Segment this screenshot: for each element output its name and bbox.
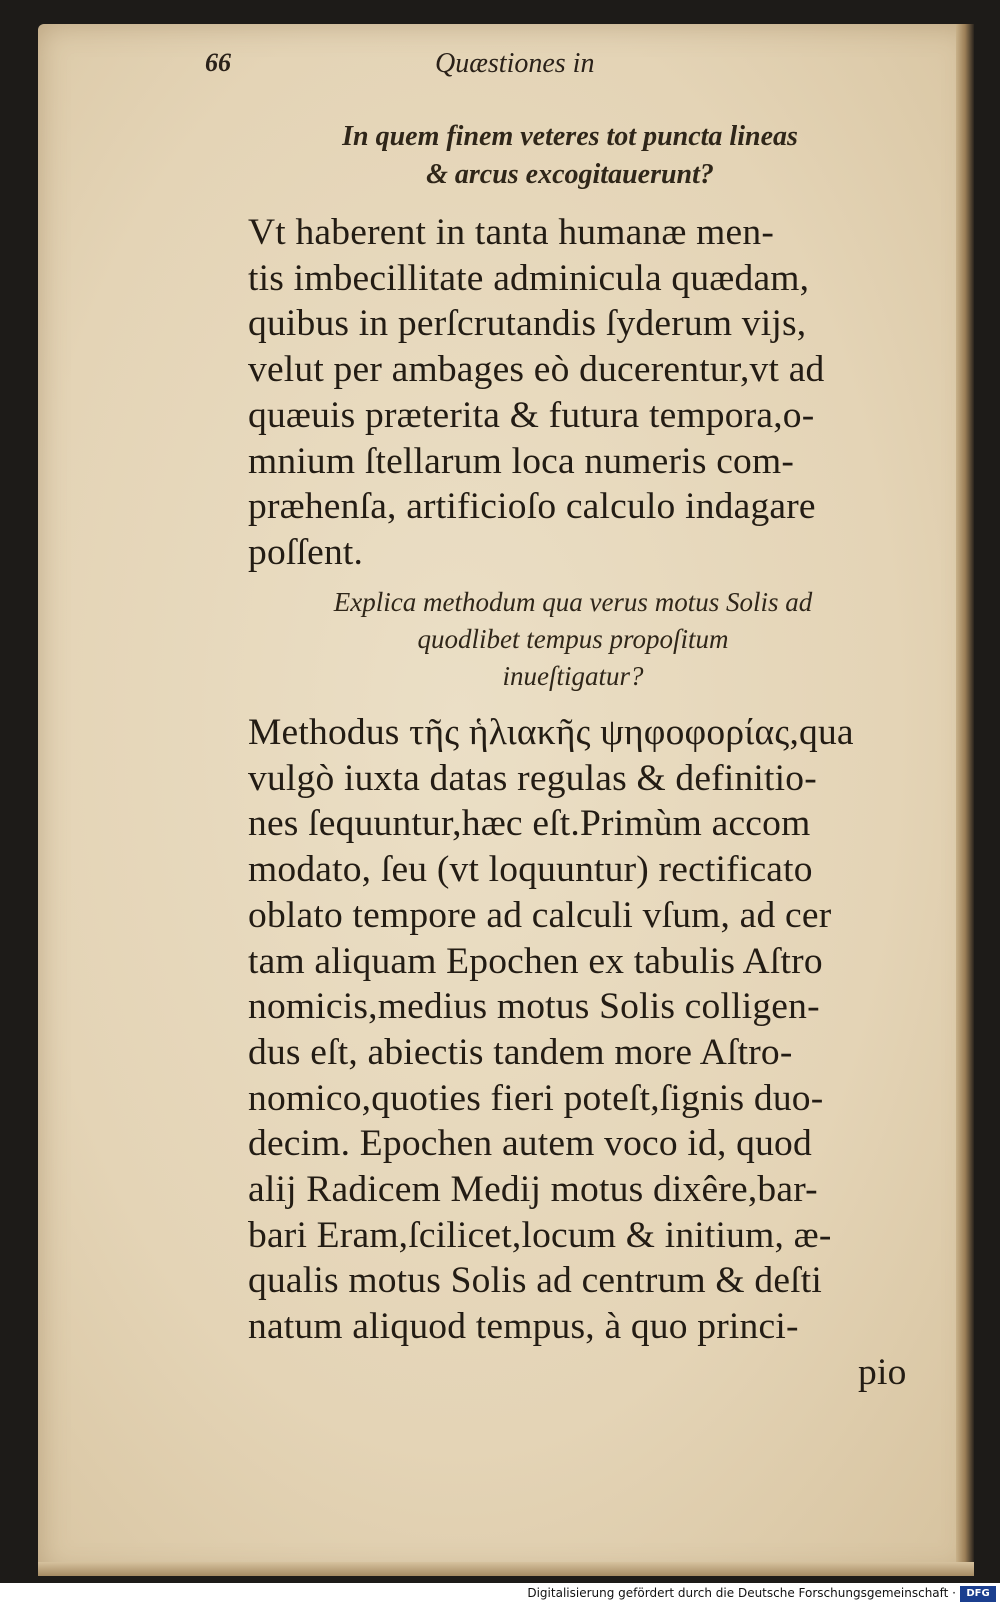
answer-paragraph-1 — [248, 210, 928, 576]
text-line: bari Eram,ſcilicet,locum & initium, æ- — [248, 1214, 832, 1256]
text-line: tis imbecillitate adminicula quædam, — [248, 257, 810, 299]
text-line: alij Radicem Medij motus dixêre,bar- — [248, 1169, 818, 1211]
answer-paragraph-2 — [248, 710, 928, 1396]
question-heading-2 — [248, 584, 898, 695]
question-heading-1 — [270, 118, 870, 194]
page-number: 66 — [205, 48, 231, 77]
text-line: mnium ſtellarum loca numeris com- — [248, 440, 795, 482]
footer-bar — [0, 1583, 1000, 1607]
text-line: vulgò iuxta datas regulas & definitio- — [248, 757, 817, 799]
text-line: poſſent. — [248, 531, 364, 573]
dfg-logo-icon: DFG — [960, 1586, 996, 1602]
text-line: qualis motus Solis ad centrum & deſti — [248, 1260, 823, 1302]
text-line: velut per ambages eò ducerentur,vt ad — [248, 349, 825, 391]
text-line: Vt haberent in tanta humanæ men- — [248, 212, 775, 253]
text-line: tam aliquam Epochen ex tabulis Aſtro — [248, 940, 823, 982]
text-line: nomico,quoties fieri poteſt,ſignis duo- — [248, 1077, 824, 1119]
text-line: nomicis,medius motus Solis colligen- — [248, 986, 820, 1028]
text-line: Methodus τῆς ἡλιακῆς ψηφοφορίας,qua — [248, 712, 854, 753]
catchword: pio — [858, 1351, 907, 1393]
text-line: quibus in perſcrutandis ſyderum vijs, — [248, 303, 807, 345]
text-line: dus eſt, abiectis tandem more Aſtro- — [248, 1031, 793, 1073]
text-line: natum aliquod tempus, à quo princi- — [248, 1306, 799, 1348]
page-edge-right — [956, 24, 974, 1576]
funding-notice: Digitalisierung gefördert durch die Deutsche Forschungsgemeinschaft · — [527, 1586, 956, 1600]
page-edge-bottom — [38, 1562, 974, 1576]
text-line: oblato tempore ad calculi vſum, ad cer — [248, 894, 832, 936]
text-line: modato, ſeu (vt loquuntur) rectificato — [248, 849, 813, 891]
question-line: inueſtigatur? — [502, 661, 644, 691]
text-line: nes ſequuntur,hæc eſt.Primùm accom — [248, 803, 811, 845]
text-line: decim. Epochen autem voco id, quod — [248, 1123, 812, 1165]
question-line: & arcus excogitauerunt? — [426, 159, 714, 190]
question-line: In quem finem veteres tot puncta lineas — [342, 121, 798, 152]
question-line: quodlibet tempus propoſitum — [417, 624, 729, 654]
text-line: quæuis præterita & futura tempora,o- — [248, 394, 815, 436]
page-header — [205, 48, 805, 92]
text-line: præhenſa, artificioſo calculo indagare — [248, 486, 816, 528]
running-head: Quæstiones in — [435, 48, 595, 79]
question-line: Explica methodum qua verus motus Solis ad — [333, 587, 813, 617]
